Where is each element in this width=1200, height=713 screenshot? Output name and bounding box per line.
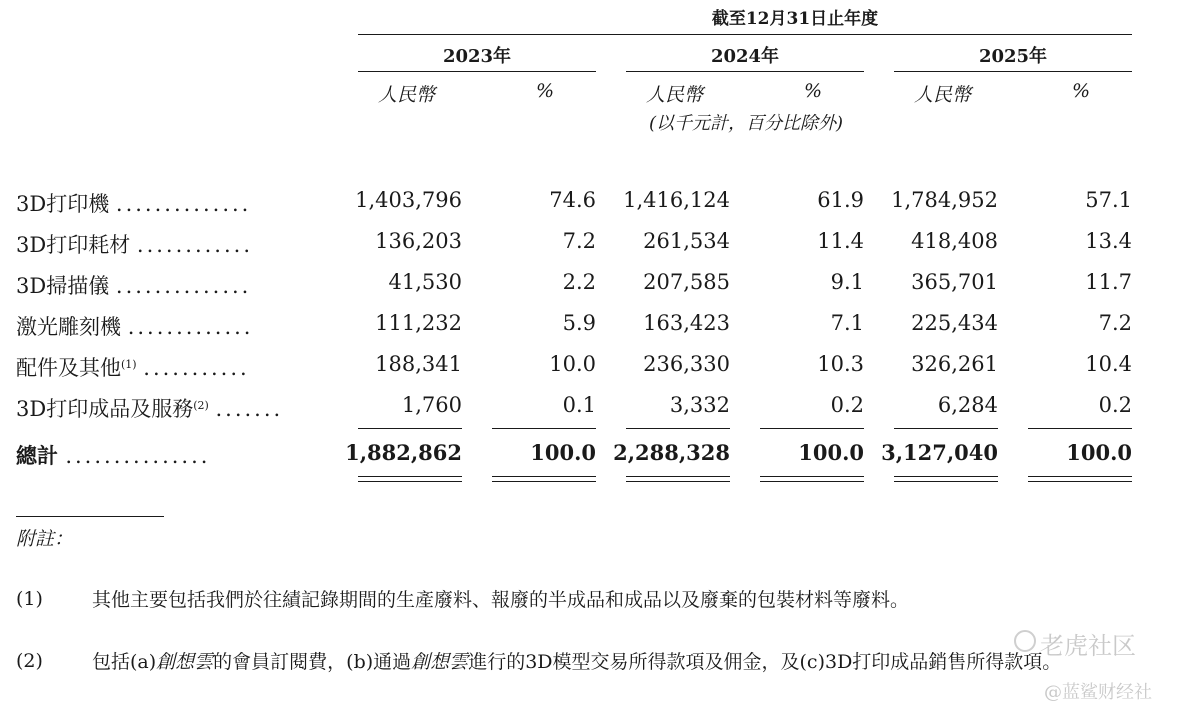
total-double-rule <box>760 476 864 477</box>
currency-2025: 人民幣 <box>914 84 972 106</box>
total-percent-2025: 100.0 <box>1066 440 1132 465</box>
value-2025: 418,408 <box>911 229 998 253</box>
total-double-rule <box>894 476 998 477</box>
percent-2024-cell: 61.9 <box>817 188 864 212</box>
currency-2024: 人民幣 <box>646 84 704 106</box>
total-value-2023: 1,882,862 <box>345 440 462 465</box>
total-double-rule <box>760 481 864 482</box>
value-2024: 3,332 <box>669 393 730 417</box>
note-2-number: (2) <box>16 650 43 672</box>
value-2025: 365,701 <box>911 270 998 294</box>
year-rule-2024 <box>626 71 864 72</box>
total-double-rule <box>1028 476 1132 477</box>
percent-2023-cell: 74.6 <box>549 188 596 212</box>
notes-heading: 附註： <box>16 528 74 550</box>
note-1-number: (1) <box>16 588 43 610</box>
value-2025: 1,784,952 <box>891 188 998 212</box>
period-header: 截至12月31日止年度 <box>711 9 879 29</box>
watermark-logo-icon <box>1014 630 1036 652</box>
watermark-bottom: @蓝鲨财经社 <box>1044 682 1152 703</box>
total-double-rule <box>1028 481 1132 482</box>
row-label: 3D打印耗材 ............ <box>16 233 253 257</box>
value-2023: 136,203 <box>375 229 462 253</box>
total-double-rule <box>358 481 462 482</box>
value-2024: 207,585 <box>643 270 730 294</box>
currency-2023: 人民幣 <box>378 84 436 106</box>
percent-2024: % <box>804 80 823 102</box>
percent-2023: % <box>536 80 555 102</box>
percent-2023-cell: 0.1 <box>562 393 596 417</box>
percent-2024-cell: 11.4 <box>817 229 864 253</box>
value-2024: 1,416,124 <box>623 188 730 212</box>
total-percent-2024: 100.0 <box>798 440 864 465</box>
percent-2024-cell: 7.1 <box>830 311 864 335</box>
percent-2024-cell: 0.2 <box>830 393 864 417</box>
year-rule-2023 <box>358 71 596 72</box>
total-double-rule <box>358 476 462 477</box>
subtotal-rule <box>358 428 462 429</box>
percent-2025: % <box>1072 80 1091 102</box>
percent-2024-cell: 10.3 <box>817 352 864 376</box>
row-label: 配件及其他$^{(1)}$ ........... <box>16 356 250 380</box>
percent-2025-cell: 0.2 <box>1098 393 1132 417</box>
row-label: 3D掃描儀 .............. <box>16 274 252 298</box>
year-2024: 2024年 <box>710 46 780 67</box>
percent-2023-cell: 10.0 <box>549 352 596 376</box>
year-2023: 2023年 <box>442 46 512 67</box>
value-2023: 188,341 <box>375 352 462 376</box>
value-2023: 1,760 <box>401 393 462 417</box>
watermark-top: 老虎社区 <box>1040 632 1136 660</box>
percent-2023-cell: 5.9 <box>562 311 596 335</box>
row-label: 3D打印機 .............. <box>16 192 252 216</box>
percent-2025-cell: 57.1 <box>1085 188 1132 212</box>
note-2-text: 包括(a)創想雲的會員訂閱費，(b)通過創想雲進行的3D模型交易所得款項及佣金，及(c)3D打印成品銷售所得款項。 <box>92 651 1062 673</box>
percent-2025-cell: 10.4 <box>1085 352 1132 376</box>
year-2025: 2025年 <box>978 46 1048 67</box>
value-2024: 236,330 <box>643 352 730 376</box>
percent-2023-cell: 2.2 <box>562 270 596 294</box>
note-1-text: 其他主要包括我們於往績記錄期間的生產廢料、報廢的半成品和成品以及廢棄的包裝材料等廢料。 <box>92 589 910 611</box>
total-double-rule <box>894 481 998 482</box>
percent-2025-cell: 11.7 <box>1085 270 1132 294</box>
subtotal-rule <box>626 428 730 429</box>
notes-separator <box>16 516 164 517</box>
value-2025: 6,284 <box>937 393 998 417</box>
value-2025: 326,261 <box>911 352 998 376</box>
year-rule-2025 <box>894 71 1132 72</box>
total-value-2025: 3,127,040 <box>881 440 998 465</box>
percent-2023-cell: 7.2 <box>562 229 596 253</box>
subtotal-rule <box>1028 428 1132 429</box>
total-double-rule <box>626 476 730 477</box>
period-rule <box>358 34 1132 35</box>
row-label: 激光雕刻機 ............. <box>16 315 254 339</box>
total-value-2024: 2,288,328 <box>613 440 730 465</box>
total-percent-2023: 100.0 <box>530 440 596 465</box>
percent-2024-cell: 9.1 <box>830 270 864 294</box>
value-2023: 111,232 <box>375 311 462 335</box>
value-2025: 225,434 <box>911 311 998 335</box>
total-double-rule <box>492 481 596 482</box>
value-2024: 261,534 <box>643 229 730 253</box>
unit-note: (以千元計，百分比除外) <box>648 113 844 134</box>
subtotal-rule <box>894 428 998 429</box>
total-double-rule <box>492 476 596 477</box>
row-label: 3D打印成品及服務$^{(2)}$ ....... <box>16 397 284 421</box>
percent-2025-cell: 7.2 <box>1098 311 1132 335</box>
total-double-rule <box>626 481 730 482</box>
total-label: 總計 ............... <box>16 443 211 468</box>
subtotal-rule <box>760 428 864 429</box>
value-2023: 41,530 <box>388 270 462 294</box>
percent-2025-cell: 13.4 <box>1085 229 1132 253</box>
subtotal-rule <box>492 428 596 429</box>
value-2023: 1,403,796 <box>355 188 462 212</box>
value-2024: 163,423 <box>643 311 730 335</box>
